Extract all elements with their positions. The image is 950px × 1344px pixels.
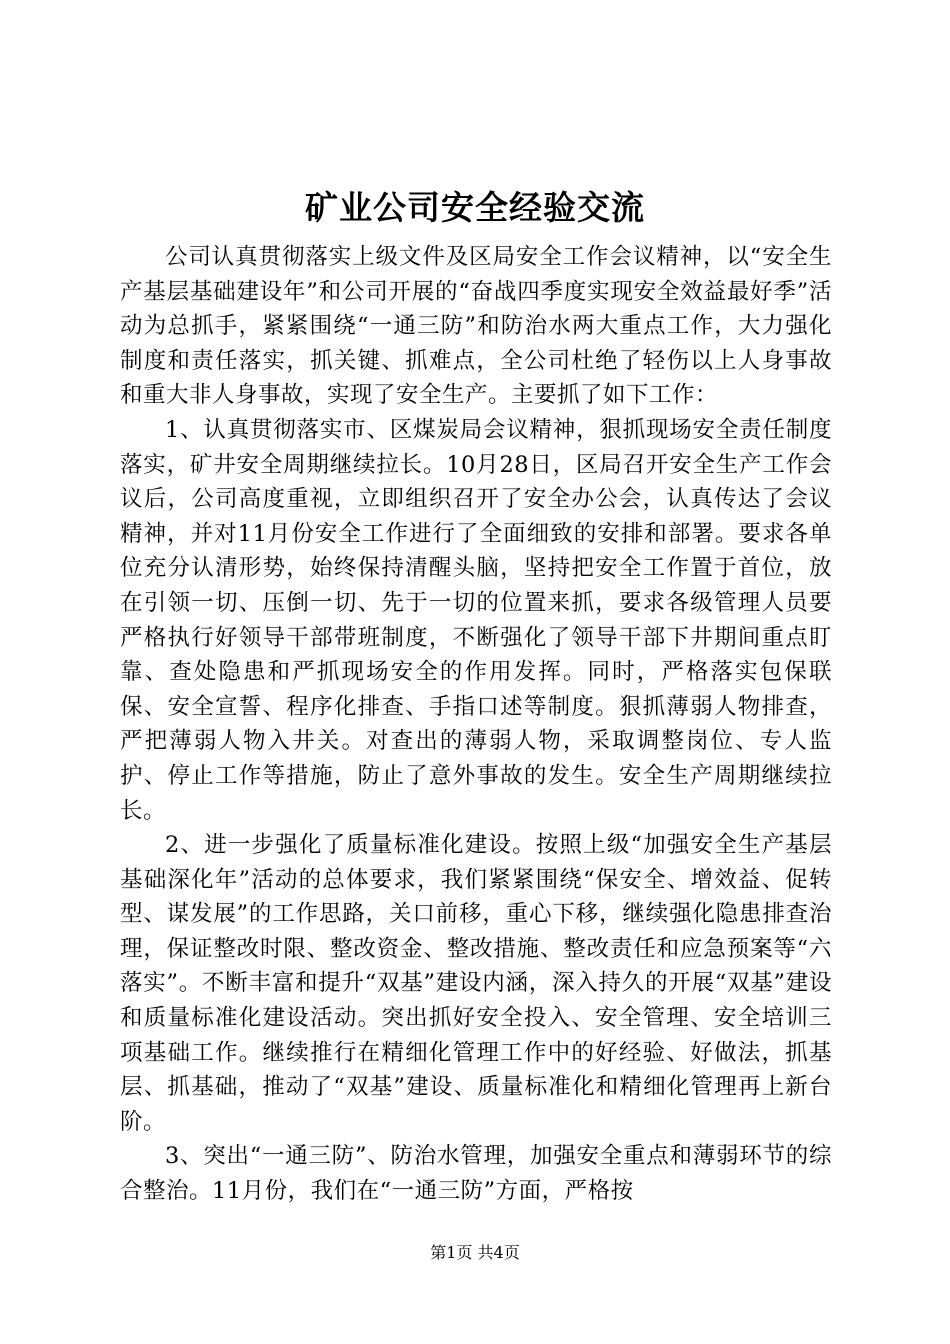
paragraph-item-2: 2、进一步强化了质量标准化建设。按照上级“加强安全生产基层基础深化年”活动的总体要求，我们紧紧围绕“保安全、增效益、促转型、谋发展”的工作思路，关口前移，重心下移，继续强化隐患排查治理，保证整改时限、整改资金、整改措施、整改责任和应急预案等“六落实”。不断丰富和提升“双基”建设内涵，深入持久的开展“双基”建设和质量标准化建设活动。突出抓好安全投入、安全管理、安全培训三项基础工作。继续推行在精细化管理工作中的好经验、好做法，抓基层、抓基础，推动了“双基”建设、质量标准化和精细化管理再上新台阶。 — [120, 832, 832, 1135]
document-title: 矿业公司安全经验交流 — [305, 188, 645, 227]
page-number-footer: 第1页 共4页 — [430, 1243, 520, 1262]
paragraph-intro: 公司认真贯彻落实上级文件及区局安全工作会议精神，以“安全生产基层基础建设年”和公司开展的“奋战四季度实现安全效益最好季”活动为总抓手，紧紧围绕“一通三防”和防治水两大重点工作，大力强化制度和责任落实，抓关键、抓难点，全公司杜绝了轻伤以上人身事故和重大非人身事故，实现了安全生产。主要抓了如下工作： — [120, 244, 832, 409]
document-body — [120, 240, 832, 1209]
paragraph-item-3: 3、突出“一通三防”、防治水管理，加强安全重点和薄弱环节的综合整治。11月份，我们在“一通三防”方面，严格按 — [120, 1143, 832, 1205]
paragraph-item-1: 1、认真贯彻落实市、区煤炭局会议精神，狠抓现场安全责任制度落实，矿井安全周期继续拉长。10月28日，区局召开安全生产工作会议后，公司高度重视，立即组织召开了安全办公会，认真传达了会议精神，并对11月份安全工作进行了全面细致的安排和部署。要求各单位充分认清形势，始终保持清醒头脑，坚持把安全工作置于首位，放在引领一切、压倒一切、先于一切的位置来抓，要求各级管理人员要严格执行好领导干部带班制度，不断强化了领导干部下井期间重点盯靠、查处隐患和严抓现场安全的作用发挥。同时，严格落实包保联保、安全宣誓、程序化排查、手指口述等制度。狠抓薄弱人物排查，严把薄弱人物入井关。对查出的薄弱人物，采取调整岗位、专人监护、停止工作等措施，防止了意外事故的发生。安全生产周期继续拉长。 — [120, 416, 832, 824]
